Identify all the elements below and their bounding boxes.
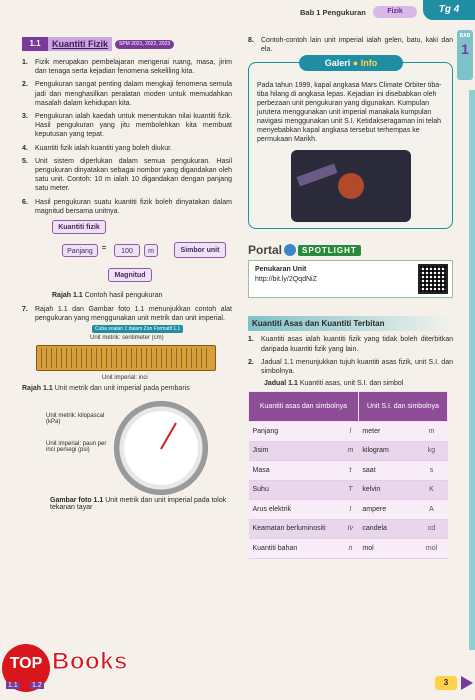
list-item: 5. Unit sistem diperlukan dalam semua pengukuran. Hasil pengukuran dinyatakan sebagai nombor yang digandakan oleh satu unit. Contoh: 10 m ialah 10 digandakan dengan panjang satu meter.	[22, 157, 232, 193]
page-edge-strip	[469, 90, 475, 650]
page-number: 3	[435, 676, 457, 690]
table-row: Panjang l meter m	[249, 422, 448, 442]
portal-header: Portal SPOTLIGHT	[248, 243, 453, 257]
right-column	[248, 36, 453, 559]
metric-label: Unit metrik: sentimeter (cm)	[90, 335, 164, 342]
edition-mark-1: 1.1	[8, 682, 18, 689]
list-item: 6. Hasil pengukuran suatu kuantiti fizik boleh dinyatakan dalam magnitud bersama unitnya.	[22, 198, 232, 215]
value-box: 100	[114, 244, 140, 257]
point7-list	[22, 305, 232, 323]
galeri-info-box	[248, 58, 453, 229]
table-header-unit: Unit S.I. dan simbolnya	[358, 392, 447, 422]
globe-icon	[284, 244, 296, 256]
portal-label: Penukaran Unit	[255, 266, 307, 274]
ruler-image	[36, 345, 216, 371]
kuantiti-fizik-box: Kuantiti fizik	[52, 220, 106, 234]
galeri-info-text: Pada tahun 1999, kapal angkasa Mars Climate Orbiter tiba-tiba hilang di angkasa lepas. Kejadian ini disebabkan oleh perbezaan unit pengukuran yang digunakan. Kumpulan jurutera menggunakan unit imperial manakala kumpulan navigasi menggunakan unit S.I. Ketidakseragaman ini telah menyebabkan kapal angkasa tersebut terhempas ke permukaan Marikh.	[257, 82, 442, 144]
left-point-list	[22, 58, 232, 216]
chapter-side-number: 1	[461, 41, 469, 57]
si-units-table	[248, 391, 448, 559]
formative-hint: Cuba soalan 1 dalam Zon Formatif 1.1	[92, 325, 183, 333]
unit-box: m	[144, 244, 158, 257]
books-wordmark: Books	[52, 648, 128, 675]
list-item: 2. Jadual 1.1 menunjukkan tujuh kuantiti asas fizik, unit S.I. dan simbolnya.	[248, 358, 453, 376]
grade-tab: Tg 4	[423, 0, 475, 20]
edition-mark-2: 1.2	[32, 682, 42, 689]
list-item: 1. Fizik merupakan pembelajaran mengenai ruang, masa, jirim dan tenaga serta kejadian fenomena sekeliling kita.	[22, 59, 232, 76]
list-item: 8. Contoh-contoh lain unit imperial ialah gelen, batu, kaki dan ela.	[248, 37, 453, 54]
pressure-gauge-image	[114, 401, 208, 495]
table-row: Jisim m kilogram kg	[249, 441, 448, 461]
right-point-list	[248, 335, 453, 376]
section-header	[22, 36, 232, 52]
gauge-figure	[22, 399, 232, 512]
list-item: 3. Pengukuran ialah kaedah untuk menentukan nilai kuantiti fizik. Hasil pengukuran yang jitu membolehkan kita membuat keputusan yang tepat.	[22, 113, 232, 139]
portal-spotlight	[248, 243, 453, 298]
gauge-caption: Gambar foto 1.1 Unit metrik dan unit imperial pada tolok tekanan tayar	[50, 497, 227, 512]
table-header-quantity: Kuantiti asas dan simbolnya	[249, 392, 359, 422]
portal-url[interactable]: http://bit.ly/2QqdNiZ	[255, 276, 317, 284]
gauge-imperial-label: Unit imperial: paun per inci persegi (psi)	[46, 441, 107, 454]
spm-badge: SPM 2021, 2022, 2023	[115, 40, 174, 49]
table-row: Keamatan berluminositi Iv candela cd	[249, 519, 448, 539]
section-number: 1.1	[22, 37, 48, 51]
portal-box	[248, 260, 453, 298]
lightbulb-icon: ●	[352, 58, 359, 69]
ruler-caption: Rajah 1.1 Unit metrik dan unit imperial pada pembaris	[22, 385, 190, 393]
chapter-label: Bab 1 Pengukuran	[300, 8, 366, 17]
page-header	[0, 0, 475, 24]
table-row: Masa t saat s	[249, 461, 448, 481]
panjang-box: Panjang	[62, 244, 98, 257]
list-item: 7. Rajah 1.1 dan Gambar foto 1.1 menunjukkan contoh alat pengukuran yang menggunakan unit metrik dan unit imperial.	[22, 306, 232, 323]
magnitud-box: Magnitud	[108, 268, 152, 282]
galeri-info-header: Galeri ● Info	[299, 55, 403, 71]
spacecraft-image	[291, 150, 411, 222]
imperial-label: Unit imperial: inci	[102, 375, 148, 382]
diagram-caption: Rajah 1.1 Contoh hasil pengukuran	[52, 292, 163, 300]
next-page-arrow-icon[interactable]	[461, 676, 473, 690]
chapter-side-tab: BAB 1	[457, 30, 473, 80]
subsection-title: Kuantiti Asas dan Kuantiti Terbitan	[248, 316, 453, 331]
section-title: Kuantiti Fizik	[48, 37, 112, 51]
list-item: 4. Kuantiti fizik ialah kuantiti yang boleh diukur.	[22, 144, 172, 152]
table-row: Kuantiti bahan n mol mol	[249, 539, 448, 559]
subject-pill: Fizik	[373, 6, 417, 18]
measurement-diagram	[22, 220, 232, 290]
simbor-unit-box: Simbor unit	[174, 242, 226, 258]
table-caption: Jadual 1.1 Kuantiti asas, unit S.I. dan simbol	[264, 380, 404, 388]
point8-list	[248, 36, 453, 54]
ruler-figure	[22, 327, 232, 395]
topbooks-logo	[0, 644, 180, 696]
table-row: Arus elektrik I ampere A	[249, 500, 448, 520]
left-column	[22, 36, 232, 512]
list-item: 1. Kuantiti asas ialah kuantiti fizik yang tidak boleh diterbitkan daripada kuantiti fizik yang lain.	[248, 336, 453, 353]
list-item: 2. Pengukuran sangat penting dalam mengkaji fenomena semula jadi dan menghasilkan peralatan moden untuk memudahkan masalah dalam kehidupan kita.	[22, 81, 232, 107]
table-row: Suhu T kelvin K	[249, 480, 448, 500]
qr-code-icon[interactable]	[418, 264, 448, 294]
gauge-metric-label: Unit metrik: kilopascal (kPa)	[46, 413, 105, 426]
equals-sign: =	[102, 245, 107, 253]
top-badge: TOP	[2, 644, 50, 692]
